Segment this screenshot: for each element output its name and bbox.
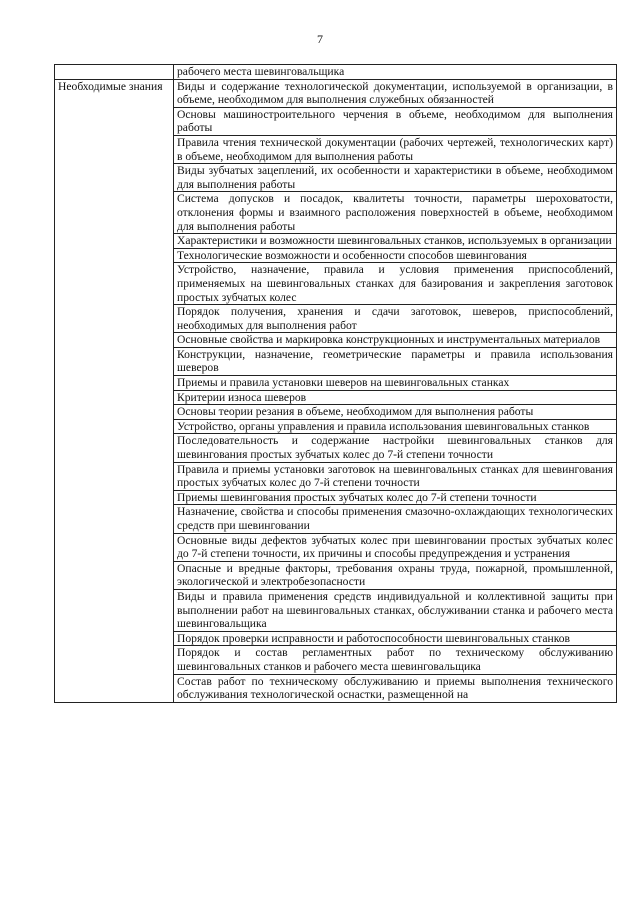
empty-label-cell <box>55 65 174 80</box>
knowledge-item-cell: Конструкции, назначение, геометрические параметры и правила использования шеверов <box>174 347 617 375</box>
knowledge-item-cell: Правила чтения технической документации (рабочих чертежей, технологических карт) в объеме, необходимом для выполнения работы <box>174 135 617 163</box>
knowledge-item-cell: Основы машиностроительного черчения в объеме, необходимом для выполнения работы <box>174 107 617 135</box>
knowledge-item-cell: Приемы и правила установки шеверов на шевинговальных станках <box>174 376 617 391</box>
requirements-table <box>54 64 617 703</box>
knowledge-item-cell: Состав работ по техническому обслуживанию и приемы выполнения технического обслуживания технологической оснастки, размещенной на <box>174 674 617 702</box>
knowledge-item-cell: Назначение, свойства и способы применения смазочно-охлаждающих технологических средств при шевинговании <box>174 505 617 533</box>
knowledge-item-cell: Основы теории резания в объеме, необходимом для выполнения работы <box>174 405 617 420</box>
requirements-table-body <box>55 65 617 703</box>
knowledge-item-cell: Виды и правила применения средств индивидуальной и коллективной защиты при выполнении работ на шевинговальных станках, обслуживании станка и рабочего места шевинговальщика <box>174 589 617 631</box>
knowledge-item-cell: Характеристики и возможности шевинговальных станков, используемых в организации <box>174 234 617 249</box>
knowledge-item-cell: Критерии износа шеверов <box>174 390 617 405</box>
section-label-cell: Необходимые знания <box>55 79 174 702</box>
knowledge-item-cell: Приемы шевингования простых зубчатых колес до 7-й степени точности <box>174 490 617 505</box>
continuation-text-cell: рабочего места шевинговальщика <box>174 65 617 80</box>
page-number: 7 <box>317 32 323 46</box>
knowledge-item-cell: Порядок и состав регламентных работ по техническому обслуживанию шевинговальных станков и рабочего места шевинговальщика <box>174 646 617 674</box>
knowledge-item-cell: Виды и содержание технологической документации, используемой в организации, в объеме, необходимом для выполнения служебных обязанностей <box>174 79 617 107</box>
knowledge-item-cell: Последовательность и содержание настройки шевинговальных станков для шевингования простых зубчатых колес до 7-й степени точности <box>174 434 617 462</box>
knowledge-item-cell: Устройство, органы управления и правила использования шевинговальных станков <box>174 419 617 434</box>
table-row <box>55 65 617 80</box>
knowledge-item-cell: Правила и приемы установки заготовок на шевинговальных станках для шевингования простых зубчатых колес до 7-й степени точности <box>174 462 617 490</box>
knowledge-item-cell: Опасные и вредные факторы, требования охраны труда, пожарной, промышленной, экологической и электробезопасности <box>174 561 617 589</box>
knowledge-item-cell: Порядок получения, хранения и сдачи заготовок, шеверов, приспособлений, необходимых для выполнения работ <box>174 305 617 333</box>
knowledge-item-cell: Виды зубчатых зацеплений, их особенности и характеристики в объеме, необходимом для выполнения работы <box>174 164 617 192</box>
knowledge-item-cell: Порядок проверки исправности и работоспособности шевинговальных станков <box>174 631 617 646</box>
knowledge-item-cell: Основные виды дефектов зубчатых колес при шевинговании простых зубчатых колес до 7-й степени точности, их причины и способы предупреждения и устранения <box>174 533 617 561</box>
knowledge-item-cell: Основные свойства и маркировка конструкционных и инструментальных материалов <box>174 333 617 348</box>
table-row <box>55 79 617 107</box>
knowledge-item-cell: Технологические возможности и особенности способов шевингования <box>174 248 617 263</box>
knowledge-item-cell: Система допусков и посадок, квалитеты точности, параметры шероховатости, отклонения формы и взаимного расположения поверхностей в объеме, необходимом для выполнения работы <box>174 192 617 234</box>
knowledge-item-cell: Устройство, назначение, правила и условия применения приспособлений, применяемых на шевинговальных станках для базирования и закрепления заготовок простых зубчатых колес <box>174 263 617 305</box>
